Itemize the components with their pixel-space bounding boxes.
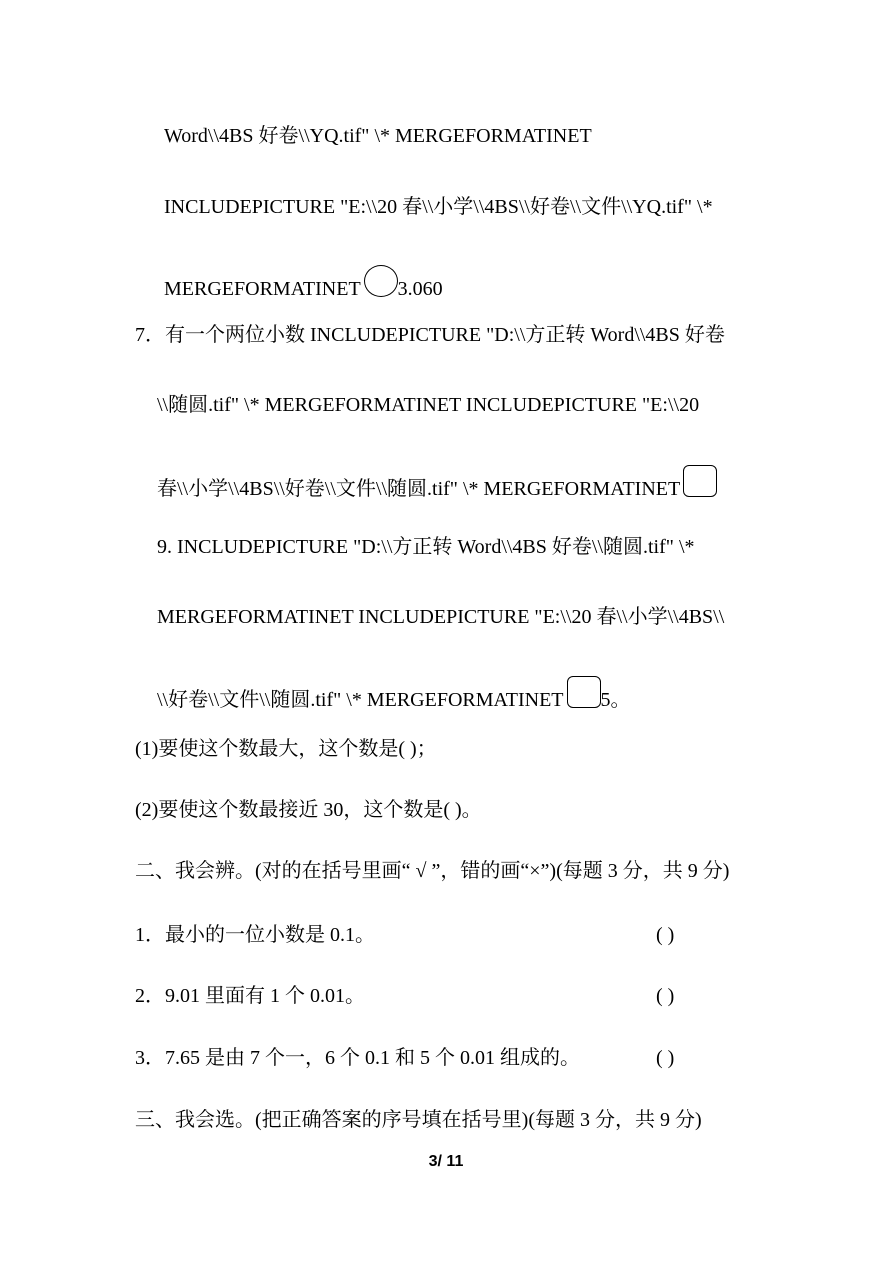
text-line: Word\\4BS 好卷\\YQ.tif" \* MERGEFORMATINET — [164, 125, 592, 147]
answer-bracket: ( ) — [656, 924, 675, 946]
question-7-line: 7．有一个两位小数 INCLUDEPICTURE "D:\\方正转 Word\\4BS 好卷 — [135, 324, 725, 346]
circle-placeholder-icon — [364, 265, 398, 297]
text-line-with-circle — [164, 265, 443, 301]
text-segment: MERGEFORMATINET — [164, 278, 361, 300]
square-placeholder-icon — [683, 465, 717, 497]
text-line-with-box — [157, 676, 631, 712]
question-7-sub-1: (1)要使这个数最大，这个数是( )； — [135, 738, 437, 760]
text-segment: 春\\小学\\4BS\\好卷\\文件\\随圆.tif" \* MERGEFORMATINET — [157, 478, 681, 500]
text-line: \\随圆.tif" \* MERGEFORMATINET INCLUDEPICTURE "E:\\20 — [157, 394, 700, 416]
text-segment: 3.060 — [397, 278, 443, 300]
text-line: MERGEFORMATINET INCLUDEPICTURE "E:\\20 春\\小学\\4BS\\ — [157, 606, 725, 628]
text-line: INCLUDEPICTURE "E:\\20 春\\小学\\4BS\\好卷\\文件\\YQ.tif" \* — [164, 196, 713, 218]
judge-item-2: 2．9.01 里面有 1 个 0.01。 — [135, 985, 365, 1007]
square-placeholder-icon — [567, 676, 601, 708]
judge-item-1: 1．最小的一位小数是 0.1。 — [135, 924, 375, 946]
answer-bracket: ( ) — [656, 985, 675, 1007]
judge-item-3: 3．7.65 是由 7 个一，6 个 0.1 和 5 个 0.01 组成的。 — [135, 1047, 580, 1069]
text-line: 9. INCLUDEPICTURE "D:\\方正转 Word\\4BS 好卷\\随圆.tif" \* — [157, 536, 695, 558]
section-3-heading: 三、我会选。(把正确答案的序号填在括号里)(每题 3 分，共 9 分) — [135, 1109, 702, 1131]
section-2-heading: 二、我会辨。(对的在括号里画“ √ ”，错的画“×”)(每题 3 分，共 9 分) — [135, 860, 730, 882]
text-segment: 5。 — [600, 689, 631, 711]
answer-bracket: ( ) — [656, 1047, 675, 1069]
page-number: 3/ 11 — [428, 1153, 464, 1170]
text-line-with-box — [157, 465, 717, 501]
question-7-sub-2: (2)要使这个数最接近 30，这个数是( )。 — [135, 799, 482, 821]
text-segment: \\好卷\\文件\\随圆.tif" \* MERGEFORMATINET — [157, 689, 564, 711]
